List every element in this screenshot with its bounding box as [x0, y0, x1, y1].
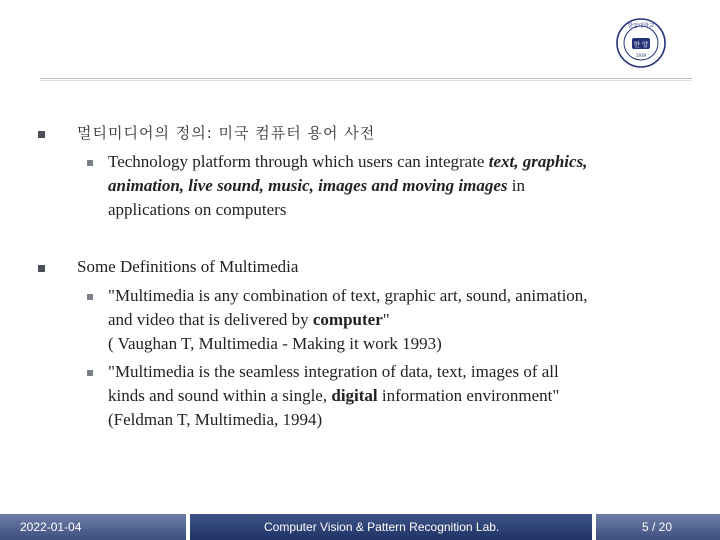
footer-date-panel — [0, 514, 186, 540]
def2-line2-plain: kinds and sound within a single, — [108, 386, 332, 405]
footer-page-number: 5 / 20 — [642, 520, 673, 534]
def1-line2 — [108, 308, 390, 332]
def2-line2 — [108, 384, 559, 408]
university-seal-icon — [616, 18, 666, 68]
item1-line1-plain: Technology platform through which users can integrate — [108, 152, 489, 171]
item1-line1-emphasis: text, graphics, — [488, 152, 588, 171]
footer-date: 2022-01-04 — [20, 520, 82, 534]
seal-ring-text: 한양대학교 — [627, 23, 655, 30]
seal-center-text: 한 양 — [633, 40, 649, 49]
item2-heading: Some Definitions of Multimedia — [77, 257, 299, 276]
header-divider — [40, 78, 692, 79]
def1-line1: "Multimedia is any combination of text, graphic art, sound, animation, — [108, 286, 588, 305]
item1-line2-plain: in — [507, 176, 526, 195]
def1-citation: ( Vaughan T, Multimedia - Making it work 1993) — [108, 334, 442, 353]
footer-lab-name: Computer Vision & Pattern Recognition Lab. — [264, 520, 500, 534]
def2-citation: (Feldman T, Multimedia, 1994) — [108, 410, 323, 429]
footer-lab-panel — [190, 514, 592, 540]
bullet-square-icon — [38, 131, 45, 138]
def1-line2-bold: computer — [312, 310, 383, 329]
def1-line2-end: " — [382, 310, 390, 329]
sub-bullet-square-icon — [87, 370, 93, 376]
item1-line1 — [108, 150, 587, 174]
def1-line2-plain: and video that is delivered by — [108, 310, 313, 329]
header-divider-shadow — [40, 80, 692, 81]
sub-bullet-square-icon — [87, 160, 93, 166]
def2-line2-bold: digital — [331, 386, 378, 405]
seal-year: 1939 — [635, 53, 647, 58]
item1-heading: 멀티미디어의 정의: 미국 컴퓨터 용어 사전 — [77, 124, 376, 142]
bullet-square-icon — [38, 265, 45, 272]
footer-bar — [0, 514, 720, 540]
footer-page-panel — [596, 514, 720, 540]
item1-line3: applications on computers — [108, 200, 287, 219]
sub-bullet-square-icon — [87, 294, 93, 300]
item1-line2-emphasis: animation, live sound, music, images and moving images — [108, 176, 508, 195]
def2-line2-end: information environment" — [377, 386, 560, 405]
def2-line1: "Multimedia is the seamless integration of data, text, images of all — [108, 362, 559, 381]
item1-line2 — [108, 174, 525, 198]
